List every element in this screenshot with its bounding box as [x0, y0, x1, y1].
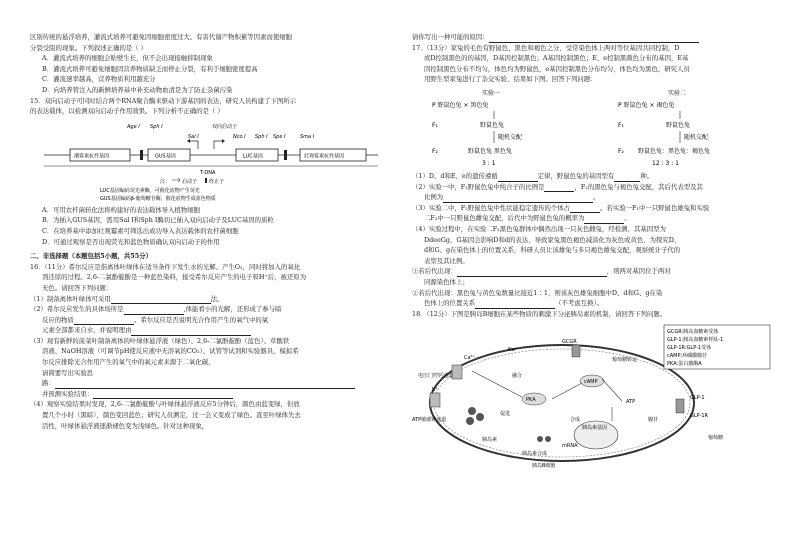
site-sma: Sma Ⅰ — [300, 133, 315, 140]
right-column — [412, 32, 774, 471]
answer-blank[interactable] — [475, 300, 555, 309]
site-nco: Nco Ⅰ — [233, 133, 246, 140]
site-sph1: Sph Ⅰ — [150, 123, 163, 130]
left-column — [30, 32, 390, 431]
q17-4a-2: ，则两对基因位于两对 — [606, 267, 671, 276]
q15-stem-2: 的表达载体，以检测双向启动子作用效果。下列分析不正确的是（ ） — [30, 107, 224, 116]
q17-4-3: d和G、g在染色体上的位置关系，科研人员让该雄兔与多只褐色雄兔交配，观察统计子代的 — [424, 246, 681, 255]
exp1-p: P 野鼠色兔 × 黑色兔 — [432, 101, 489, 109]
gene-label: 胰岛素基因 — [582, 425, 608, 432]
synth-label: 合成 — [570, 417, 581, 424]
exp2-ratio: 12 : 3 : 1 — [652, 159, 679, 167]
part2-heading: 二、非选择题（本题包括5小题，共55分） — [30, 252, 152, 261]
legend-note: 注： — [160, 178, 171, 185]
kan1-label: 潮霉素抗性基因 — [74, 153, 110, 160]
q17-3a: （3）实验二中，F₂野鼠色兔中性状能稳定遗传的个体占 — [412, 203, 571, 212]
kan2-label: 壮观霉素抗性基因 — [304, 153, 345, 160]
q14-stem-1: 区别传统的悬浮培养，灌流式培养可避免因细胞密度过大、有害代谢产物积累等因素而使细胞 — [30, 33, 293, 41]
q14-option-c: C．灌流速率越高，营养物质利用越充分 — [42, 75, 156, 84]
recv-label: 葡萄糖转运 — [612, 357, 638, 364]
q16-1: （1）制备离体叶绿体可采用 — [30, 294, 111, 303]
q15-option-d: D．可通过观察是否出现荧光和蓝色物质确认双向启动子的作用 — [42, 237, 220, 246]
terminator-2 — [284, 150, 287, 160]
terminator-1 — [140, 150, 143, 160]
tdna-label: T-DNA — [200, 169, 216, 176]
q17-2c: 比例为 — [424, 193, 444, 202]
exp2-mate: 随机交配 — [684, 133, 709, 141]
exp1-f1: 野鼠色兔 — [480, 121, 505, 129]
ins-label: 胰岛素 — [482, 437, 498, 444]
legend-5: PKA:蛋白激酶A — [667, 361, 702, 368]
ch2-label: ATP敏感钾通道 — [412, 417, 447, 424]
q15-option-c: C．在培养基中添加壮观霉素可筛选出成功导入表达载体的农杆菌细胞 — [42, 226, 239, 235]
q14-option-b: B．灌流式培养可避免细胞因营养物质缺乏而停止分裂，有利于细胞密度提高 — [42, 64, 258, 73]
q17-stem-1: 17．（13分）家兔的毛色有野鼠色、黑色和褐色之分，受常染色体上两对等位基因共同控制，D — [412, 43, 680, 52]
bidir-label: 双向启动子 — [212, 123, 238, 130]
q16-2d: 。希尔反应是否说明光合作用产生的氧气中的氧 — [133, 315, 269, 324]
exp1-ratio: 3 : 1 — [482, 159, 496, 167]
q17-stem-4: 用野生型家兔进行了杂交实验，结果如下图。回答下列问题： — [424, 75, 597, 84]
site-sal: Sal Ⅰ — [188, 133, 199, 140]
q16-3-5: 路： — [42, 379, 55, 388]
desc-luc: LUC基因编码荧光素酶，可催化底物产生荧光 — [100, 187, 200, 194]
answer-blank[interactable] — [584, 215, 624, 224]
q17-3d: 。 — [624, 214, 631, 223]
legend-4: cAMP:环磷酸腺苷 — [667, 353, 708, 360]
exp1-title: 实验一 — [482, 89, 501, 97]
svg-text:F₂: F₂ — [618, 147, 624, 155]
q16-3-1: （3）现有新鲜的菠菜叶制备离体的叶绿体悬浮液（绿色）、2,6-二氯酚靛酚（蓝色）、草酸铁 — [30, 336, 290, 345]
q17-4a-1: ①若后代出现： — [412, 267, 457, 276]
q17-4b-2: 色体上的位置关系 — [424, 299, 476, 308]
q16-4-1: （4）观察实验结果时发现，2,6-二氯酚靛酚与叶绿体悬浮液反应5分钟后，颜色由蓝变绿，但放 — [30, 400, 300, 409]
q18-stem: 18．（12分）下图是胰岛B细胞在某些物质的刺激下分泌胰岛素的机制，请回答下列问题。 — [412, 309, 667, 318]
legend-3: GLP-1R:GLP-1受体 — [667, 345, 712, 352]
q17-1a: （1）D、d和E、e的遗传遵循 — [412, 171, 498, 180]
answer-blank[interactable] — [544, 183, 574, 192]
q16-4-3: 活性，叶绿体悬浮液逐渐褪色变为浅绿色。针对这种现象， — [42, 421, 209, 430]
bidir-arrows — [190, 141, 222, 149]
svg-text:F₁: F₁ — [618, 121, 624, 129]
legend-1: GCGR:胰高血糖素受体 — [667, 329, 719, 336]
ch1-label: 电压门控钙通道 — [418, 373, 454, 380]
q17-4b-3: （不考虑互换）。 — [555, 299, 604, 308]
site-age: Age Ⅰ — [127, 123, 140, 130]
q16-3-6: 并预测实验结果： — [42, 389, 94, 398]
gcgr-label: GCGR — [562, 339, 577, 346]
exp2-f1: 野鼠色兔 — [666, 121, 691, 129]
exp1-f2: 野鼠色兔 黑色兔 — [468, 147, 512, 155]
gus-label: GUS基因 — [155, 153, 176, 160]
q17-2d: 。 — [593, 193, 600, 202]
answer-blank[interactable] — [443, 194, 593, 203]
answer-blank[interactable] — [93, 390, 233, 399]
atp-label: ATP — [626, 399, 636, 406]
q17-4b-1: ②若后代出现：黑色兔与黄色兔数量比接近1∶1，则该灰色雄兔细胞中D、d和G、g在染 — [412, 288, 663, 297]
answer-blank[interactable] — [111, 295, 211, 304]
svg-text:F₁: F₁ — [432, 121, 438, 129]
q14-option-d: D．向培养管注入的新鲜培养基中补充动物血清是为了防止杂菌污染 — [42, 85, 233, 94]
camp-label: cAMP — [584, 379, 598, 386]
pka-label: PKA — [526, 397, 536, 404]
q16-2a: （2）希尔反应发生的具体场所是 — [30, 305, 124, 314]
cross-diagram — [412, 87, 774, 171]
q17-4-1: （4）实验过程中，在实验二F₂黑色兔群体中偶然出现一只灰色雌兔，经检测，其基因型为 — [412, 224, 666, 233]
site-sph2: Sph Ⅰ — [255, 133, 268, 140]
q17-1c: 种。 — [640, 171, 654, 180]
glucose-label: 葡萄糖 — [708, 435, 724, 442]
q14-stem-2: 分裂受阻的现象。下列叙述正确的是（ ） — [30, 43, 148, 52]
ac-label: 腺苷 — [648, 417, 659, 424]
q17-stem-3: 因控制黑色分布不均匀，体色均为野鼠色，e基因控制黑色分布均匀，体色均为黑色，研究人员 — [424, 64, 690, 73]
glpr-label: GLP-1R — [690, 413, 709, 420]
k-label: K⁺ — [432, 387, 438, 394]
q17-2a: （2）实验一中，F₂野鼠色兔中纯合子的比例是 — [412, 182, 545, 191]
q16-3-2: 溶液、NaOH溶液（可调节pH使反应液中无溶氧的CO₂）、试管等试剂和实验器具，模拟希 — [42, 347, 299, 356]
answer-blank[interactable] — [614, 173, 640, 182]
q16-cont: 请你写出一种可能的原因： — [412, 33, 489, 41]
exp1-mate: 随机交配 — [498, 133, 523, 141]
desc-gus: GUS基因编码β-葡萄糖苷酶，催化底物生成蓝色物质 — [100, 195, 216, 202]
answer-blank[interactable] — [124, 306, 184, 315]
q14-option-a: A．灌流式培养的细胞会贴壁生长，但不会出现接触抑制现象 — [42, 54, 213, 63]
cell-label: 胰岛B细胞 — [532, 463, 556, 470]
legend-2: GLP-1:胰高血糖素样肽-1 — [667, 337, 724, 344]
legend-terminator: 终止子 — [209, 178, 225, 185]
q16-1b: 法。 — [210, 294, 224, 303]
q15-stem-1: 15．双向启动子可同时结合两个RNA聚合酶来驱动下游基因的表达，研究人员构建了下图所示 — [30, 96, 296, 105]
answer-blank[interactable] — [74, 316, 134, 325]
q17-4-2: DdeeGg，G基因会影响D和d的表达，导致家兔黑色褐色减淡化为灰色或黄色，为探究D、 — [424, 235, 681, 244]
site-spe: Spe Ⅰ — [273, 133, 286, 140]
ins-syn-label: 胰岛素合成 — [522, 451, 548, 458]
q16-3-3: 尔反应排除光合作用产生的氧气中的氧元素来源于二氧化碳， — [42, 358, 215, 367]
q17-4a-3: 同源染色体上； — [424, 277, 469, 286]
luc-label: LUC基因 — [243, 153, 263, 160]
exp2-p: P 野鼠色兔 × 褐色兔 — [618, 101, 675, 109]
na-label: Na⁺ — [508, 347, 518, 354]
q17-2b: ，F₂的黑色兔与褐色兔交配，其后代表型及其 — [574, 182, 703, 191]
q16-2e: 元素全部都来自水，并说明理由 — [42, 326, 132, 335]
q16-4-2: 置几个小时（黑暗），颜色变回蓝色；研究人员测定，过一会又变成了绿色。直至叶绿体失去 — [42, 411, 301, 420]
q16-stem-1: 16．（11分）希尔反应是指离体叶绿体在适当条件下发生水的光解、产生O₂，同时将加入的氧化 — [30, 262, 301, 271]
ca-label: Ca²⁺ — [464, 355, 476, 362]
glp-label: GLP-1 — [690, 395, 705, 402]
answer-blank[interactable] — [498, 173, 538, 182]
q17-4-4: 表型及其比例。 — [424, 256, 469, 265]
vector-diagram — [30, 119, 390, 203]
fuse-label: 融合 — [512, 373, 523, 380]
svg-text:F₂: F₂ — [432, 147, 438, 155]
answer-blank[interactable] — [457, 268, 607, 277]
answer-blank[interactable] — [55, 380, 355, 389]
q16-3-4: 请简要写出实验思 — [42, 368, 94, 377]
q17-stem-2: 或D控制黑色的的基因，D基因控制黑色；A基因控制黑色；E、e控制黑颜色分布的基因，E基 — [424, 54, 689, 63]
q16-stem-3: 无色。请回答下列问题： — [42, 283, 113, 292]
q16-stem-2: 剂还原的过程。2,6-二氯酚靛酚是一种蓝色染料，接受希尔反应产生的电子和H⁺后，被还原为 — [42, 273, 307, 282]
answer-blank[interactable] — [489, 34, 699, 43]
q17-3c: 二F₂中一只野鼠色雌兔交配，后代中为野鼠色兔的概率为 — [424, 214, 585, 223]
legend-promoter: 启动子 — [182, 178, 198, 185]
q17-3b: 。若实验一F₁中一只野鼠色雄兔和实验 — [600, 203, 710, 212]
q15-option-b: B．为插入GUS基因，需用Sal Ⅰ和Sph Ⅰ酶切已插入双向启动子及LUC基因的质粒 — [42, 216, 274, 225]
answer-blank[interactable] — [570, 204, 600, 213]
q15-option-a: A．可用农杆菌转化法将构建好的表达载体导入植物细胞 — [42, 205, 200, 214]
exp2-f2: 野鼠色兔：黑色兔：褐色兔 — [638, 147, 711, 155]
mrna-label: mRNA — [562, 443, 578, 450]
exp2-title: 实验二 — [668, 89, 687, 97]
q16-2b: ,体能看小的光解，还形成了参与暗 — [183, 305, 282, 314]
answer-blank[interactable] — [131, 327, 251, 336]
promote-label: 促进 — [500, 411, 511, 418]
islet-cell-diagram — [412, 321, 774, 471]
q16-2c: 反应的物质 — [42, 315, 74, 324]
q17-1b: 定律，野鼠色兔的基因型有 — [537, 171, 615, 180]
